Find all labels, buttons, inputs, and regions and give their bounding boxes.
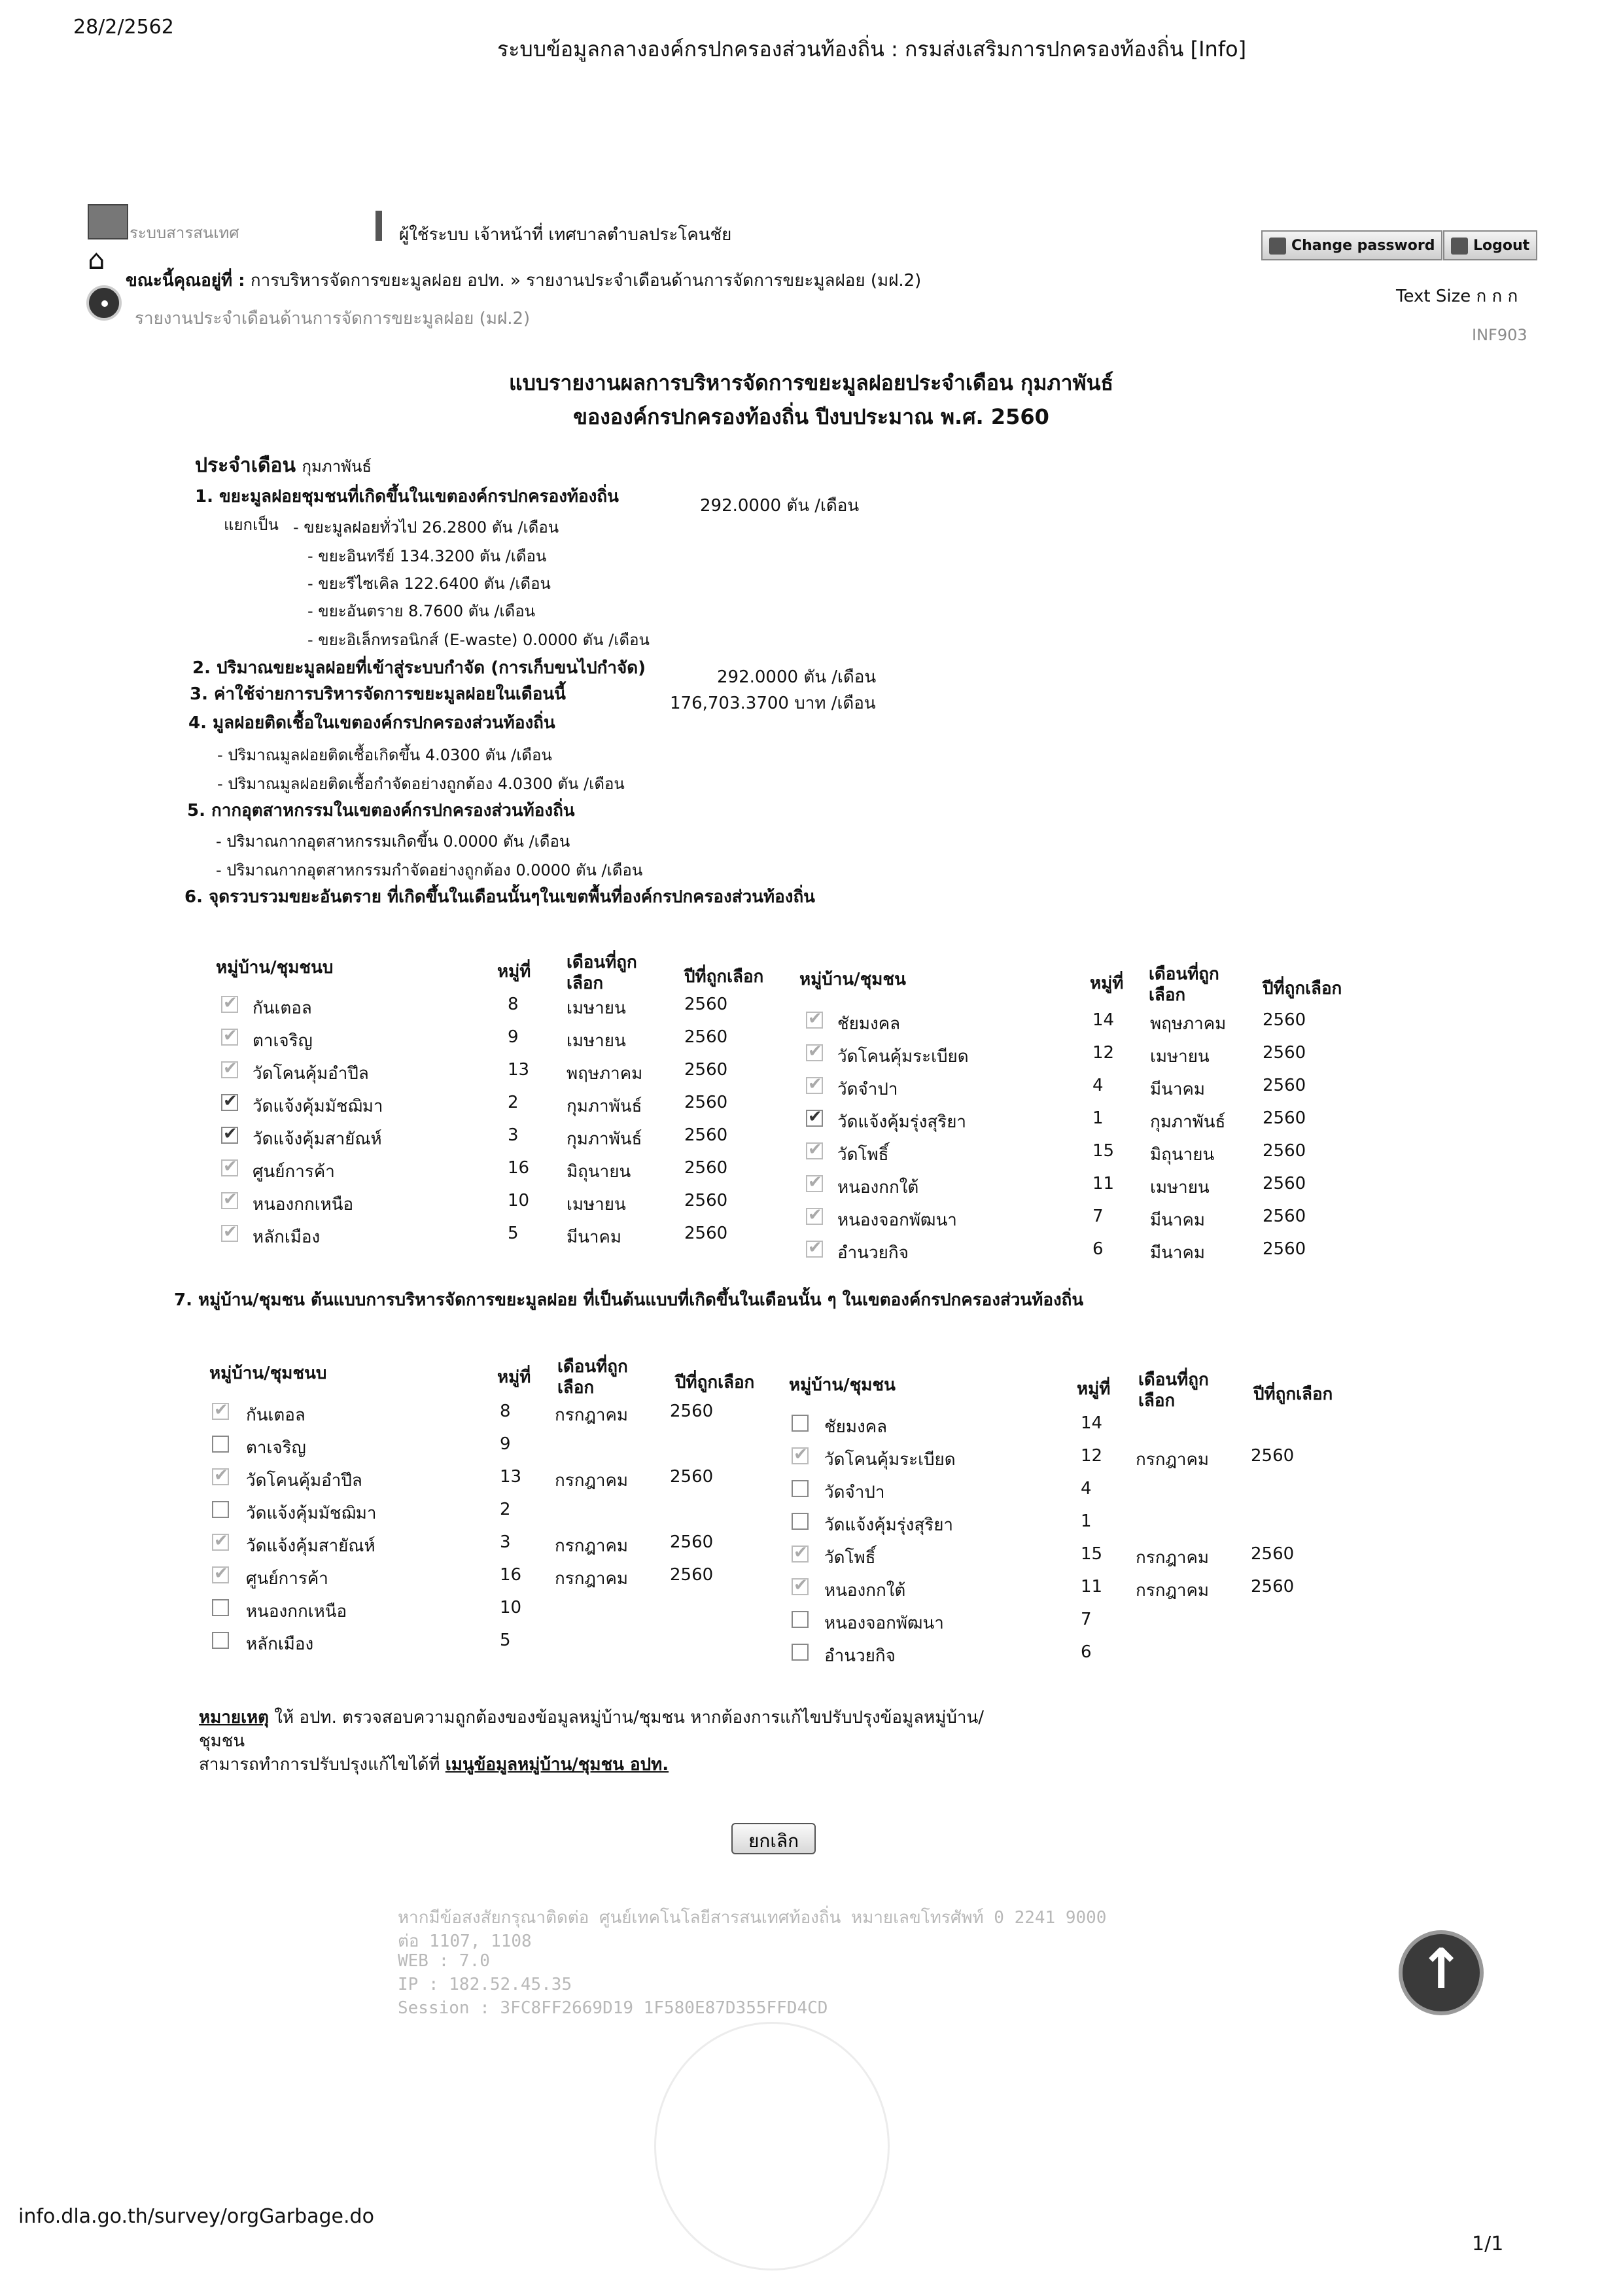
t7-right-header-moo: หมู่ที่ [1077,1379,1111,1399]
village-moo: 3 [500,1532,511,1552]
selected-month: กุมภาพันธ์ [567,1129,642,1149]
text-size-label: Text Size [1396,287,1471,306]
t7-left-header-village: หมู่บ้าน/ชุมชนบ [209,1364,327,1383]
note-line-1 [199,1704,984,1731]
t7-right-header-month-1: เดือนที่ถูก [1138,1370,1209,1390]
selected-month: กรกฎาคม [555,1471,629,1491]
footer-line-5: Session : 3FC8FF2669D19 1F580E87D355FFD4CD [398,1998,828,2018]
page-code: INF903 [1472,326,1527,344]
t7-right-header-month-2: เลือก [1138,1391,1176,1411]
report-link[interactable]: รายงานประจำเดือนด้านการจัดการขยะมูลฝอย (มฝ.2) [135,309,531,328]
village-name: หนองจอกพัฒนา [837,1210,957,1230]
village-checkbox[interactable] [212,1632,229,1649]
item-7 [174,1286,1083,1313]
selected-year: 2560 [684,1027,728,1047]
selected-month: กรกฎาคม [555,1536,629,1556]
month-label: ประจำเดือน [195,454,296,477]
footer-contact: หากมีข้อสงสัยกรุณาติดต่อ ศูนย์เทคโนโลยีสารสนเทศท้องถิ่น หมายเลขโทรศัพท์ 0 2241 9000 [398,1908,1107,1928]
village-moo: 14 [1092,1010,1115,1030]
note-text-3: สามารถทำการปรับปรุงแก้ไขได้ที่ [199,1755,440,1775]
village-name: กันเตอล [253,998,312,1018]
breadcrumb-item-garbage[interactable]: การบริหารจัดการขยะมูลฝอย อปท. [250,271,505,291]
selected-month: พฤษภาคม [1150,1014,1227,1034]
text-size [1396,283,1518,309]
selected-year: 2560 [1251,1544,1295,1564]
village-moo: 13 [508,1060,530,1080]
village-checkbox[interactable] [792,1611,809,1628]
selected-month: กุมภาพันธ์ [567,1097,642,1116]
village-checkbox[interactable] [806,1241,823,1258]
report-heading-line1: แบบรายงานผลการบริหารจัดการขยะมูลฝอยประจำเดือน กุมภาพันธ์ [509,370,1113,395]
selected-month: เมษายน [1150,1047,1210,1067]
footer-line-3: WEB : 7.0 [398,1951,490,1971]
selected-month: พฤษภาคม [567,1064,643,1084]
t7-left-header-moo: หมู่ที่ [497,1368,531,1387]
village-name: วัดจำปา [837,1080,898,1099]
item-3-label: ค่าใช้จ่ายการบริหารจัดการขยะมูลฝอยในเดือนนี้ [214,684,566,704]
note-text-1: ให้ อปท. ตรวจสอบความถูกต้องของข้อมูลหมู่บ้าน/ชุมชน หากต้องการแก้ไขปรับปรุงข้อมูลหมู่บ้าน/ [274,1708,985,1727]
selected-year: 2560 [1263,1076,1306,1095]
village-checkbox[interactable] [212,1468,229,1485]
selected-month: กุมภาพันธ์ [1150,1112,1226,1132]
t6-right-header-year: ปีที่ถูกเลือก [1263,979,1342,998]
user-name: เจ้าหน้าที่ เทศบาลตำบลประโคนชัย [474,225,732,245]
village-moo: 11 [1081,1577,1103,1597]
item-6-num: 6. [184,887,203,907]
note-line-3 [199,1751,669,1778]
village-name: ศูนย์การค้า [246,1569,328,1589]
department-seal-icon [654,2022,890,2270]
selected-month: กรกฎาคม [1136,1548,1210,1568]
village-checkbox[interactable] [792,1578,809,1595]
selected-year: 2560 [1263,1108,1306,1128]
system-label: ระบบสารสนเทศ [130,224,239,242]
system-logo-icon [88,204,128,239]
village-checkbox[interactable] [806,1012,823,1029]
selected-year: 2560 [670,1565,714,1585]
village-moo: 15 [1092,1141,1115,1161]
arrow-up-icon: ↑ [1418,1937,1465,2001]
selected-month: เมษายน [567,1195,626,1214]
selected-year: 2560 [1263,1010,1306,1030]
village-moo: 8 [500,1402,511,1421]
village-moo: 5 [500,1631,511,1650]
item-4-label: มูลฝอยติดเชื้อในเขตองค์กรปกครองส่วนท้องถิ่น [213,713,555,733]
village-name: ศูนย์การค้า [253,1162,335,1182]
village-checkbox[interactable] [792,1415,809,1432]
print-page-number: 1/1 [1472,2233,1504,2255]
breadcrumb-separator: » [510,271,521,291]
village-name: อำนวยกิจ [824,1646,896,1666]
village-name: กันเตอล [246,1405,305,1425]
selected-year: 2560 [684,1093,728,1112]
selected-month: เมษายน [1150,1178,1210,1197]
village-name: วัดแจ้งคุ้มรุ่งสุริยา [824,1515,954,1535]
item-2 [192,654,646,681]
footer-line-4: IP : 182.52.45.35 [398,1975,572,1994]
village-name: หนองจอกพัฒนา [824,1614,944,1633]
village-checkbox[interactable] [221,1127,238,1144]
village-checkbox[interactable] [221,1159,238,1176]
selected-year: 2560 [684,1191,728,1210]
selected-year: 2560 [670,1402,714,1421]
item-1-recycle: - ขยะรีไซเคิล 122.6400 ตัน /เดือน [307,574,551,593]
t6-right-header-village: หมู่บ้าน/ชุมชน [799,970,906,989]
print-url: info.dla.go.th/survey/orgGarbage.do [18,2205,374,2228]
month-line [195,450,372,481]
logout-label: Logout [1473,238,1530,254]
village-name: วัดโพธิ์ [837,1145,889,1165]
scroll-to-top-button[interactable] [1399,1930,1484,2015]
selected-month: กรกฎาคม [555,1569,629,1589]
village-name: ตาเจริญ [253,1031,313,1051]
village-moo: 5 [508,1224,519,1243]
print-date: 28/2/2562 [73,16,174,39]
selected-month: มิถุนายน [1150,1145,1215,1165]
village-moo: 10 [508,1191,530,1210]
village-moo: 7 [1081,1610,1092,1629]
village-moo: 2 [508,1093,519,1112]
village-name: อำนวยกิจ [837,1243,909,1263]
change-password-button[interactable] [1261,230,1442,260]
selected-year: 2560 [1263,1043,1306,1063]
village-moo: 6 [1092,1239,1104,1259]
village-checkbox[interactable] [806,1175,823,1192]
cancel-button[interactable]: ยกเลิก [731,1823,816,1854]
t6-right-header-month-2: เลือก [1149,985,1186,1005]
village-checkbox[interactable] [212,1436,229,1453]
village-checkbox[interactable] [792,1447,809,1464]
village-moo: 12 [1081,1446,1103,1466]
village-name: หนองกกใต้ [824,1581,906,1600]
village-checkbox[interactable] [792,1644,809,1661]
village-name: หลักเมือง [246,1634,314,1654]
selected-year: 2560 [684,1224,728,1243]
village-moo: 15 [1081,1544,1103,1564]
village-checkbox[interactable] [221,1192,238,1209]
t6-left-header-year: ปีที่ถูกเลือก [684,967,764,987]
t6-left-header-month-2: เลือก [567,974,604,993]
t7-right-header-year: ปีที่ถูกเลือก [1253,1385,1333,1404]
village-menu-link[interactable]: เมนูข้อมูลหมู่บ้าน/ชุมชน อปท. [445,1755,669,1775]
item-1-hazardous: - ขยะอันตราย 8.7600 ตัน /เดือน [307,602,536,620]
selected-month: เมษายน [567,998,626,1018]
village-moo: 11 [1092,1174,1115,1193]
village-checkbox[interactable] [792,1545,809,1563]
note-label: หมายเหตุ [199,1708,270,1727]
village-checkbox[interactable] [806,1110,823,1127]
village-checkbox[interactable] [806,1208,823,1225]
selected-year: 2560 [684,1158,728,1178]
item-1-label: ขยะมูลฝอยชุมชนที่เกิดขึ้นในเขตองค์กรปกครองท้องถิ่น [219,487,619,506]
report-icon [86,285,122,321]
village-name: หนองกกเหนือ [253,1195,354,1214]
village-moo: 12 [1092,1043,1115,1063]
village-moo: 7 [1092,1207,1104,1226]
selected-year: 2560 [1251,1446,1295,1466]
selected-month: กรกฎาคม [555,1405,629,1425]
item-3-num: 3. [190,684,208,704]
item-1-ewaste: - ขยะอิเล็กทรอนิกส์ (E-waste) 0.0000 ตัน /เดือน [307,631,650,649]
item-4-num: 4. [188,713,207,733]
village-name: วัดแจ้งคุ้มมัชฌิมา [246,1504,377,1523]
item-5-num: 5. [187,801,205,821]
selected-year: 2560 [684,1060,728,1080]
selected-month: มีนาคม [1150,1243,1206,1263]
village-checkbox[interactable] [221,1061,238,1078]
logout-button[interactable] [1443,230,1537,260]
breadcrumb-prefix: ขณะนี้คุณอยู่ที่ : [126,271,245,291]
village-moo: 4 [1081,1479,1092,1498]
item-1 [195,483,619,510]
item-1-num: 1. [195,487,213,506]
selected-month: มีนาคม [1150,1080,1206,1099]
selected-year: 2560 [684,1125,728,1145]
village-name: วัดแจ้งคุ้มรุ่งสุริยา [837,1112,967,1132]
village-name: วัดโคนคุ้มอำปึล [253,1064,369,1084]
village-checkbox[interactable] [212,1501,229,1518]
village-name: หนองกกใต้ [837,1178,919,1197]
item-1-organic: - ขยะอินทรีย์ 134.3200 ตัน /เดือน [307,547,547,565]
item-7-num: 7. [174,1290,192,1310]
item-5-label: กากอุตสาหกรรมในเขตองค์กรปกครองส่วนท้องถิ่น [211,801,575,821]
item-2-label: ปริมาณขยะมูลฝอยที่เข้าสู่ระบบกำจัด (การเก็บขนไปกำจัด) [217,658,646,678]
village-name: วัดโคนคุ้มอำปึล [246,1471,362,1491]
t7-left-header-year: ปีที่ถูกเลือก [675,1373,755,1392]
village-moo: 13 [500,1467,522,1487]
text-size-options[interactable]: ก ก ก [1476,287,1518,306]
item-7-label: หมู่บ้าน/ชุมชน ต้นแบบการบริหารจัดการขยะมูลฝอย ที่เป็นต้นแบบที่เกิดขึ้นในเดือนนั้น ๆ ในเขตองค์กรปกครองส่วนท้องถิ่น [198,1290,1084,1310]
village-name: ตาเจริญ [246,1438,306,1458]
item-5-disposed: - ปริมาณกากอุตสาหกรรมกำจัดอย่างถูกต้อง 0.0000 ตัน /เดือน [216,861,643,879]
selected-month: มิถุนายน [567,1162,631,1182]
selected-year: 2560 [1251,1577,1295,1597]
village-name: วัดจำปา [824,1483,885,1502]
village-moo: 14 [1081,1413,1103,1433]
village-checkbox[interactable] [806,1077,823,1094]
village-moo: 9 [508,1027,519,1047]
village-moo: 6 [1081,1642,1092,1662]
home-icon[interactable]: ⌂ [88,243,105,275]
month-value: กุมภาพันธ์ [302,457,372,476]
note-line-2: ชุมชน [199,1731,245,1751]
user-icon [375,211,382,241]
selected-month: กรกฎาคม [1136,1581,1210,1600]
item-5-generated: - ปริมาณกากอุตสาหกรรมเกิดขึ้น 0.0000 ตัน /เดือน [216,832,570,851]
village-moo: 1 [1092,1108,1104,1128]
village-name: ชัยมงคล [824,1417,888,1437]
t7-left-header-month-1: เดือนที่ถูก [557,1357,628,1377]
breadcrumb [126,267,921,294]
selected-year: 2560 [684,995,728,1014]
selected-year: 2560 [1263,1207,1306,1226]
t6-left-header-month-1: เดือนที่ถูก [567,953,637,972]
village-checkbox[interactable] [221,1094,238,1111]
village-name: วัดโคนคุ้มระเบียด [837,1047,969,1067]
report-heading-line2: ขององค์กรปกครองท้องถิ่น ปีงบประมาณ พ.ศ. 2560 [573,404,1049,429]
village-checkbox[interactable] [221,996,238,1013]
t7-right-header-village: หมู่บ้าน/ชุมชน [789,1375,896,1395]
village-moo: 4 [1092,1076,1104,1095]
village-checkbox[interactable] [212,1599,229,1616]
selected-month: เมษายน [567,1031,626,1051]
item-2-value: 292.0000 ตัน /เดือน [717,667,877,687]
village-checkbox[interactable] [806,1142,823,1159]
item-4 [188,709,555,736]
item-4-generated: - ปริมาณมูลฝอยติดเชื้อเกิดขึ้น 4.0300 ตัน /เดือน [217,746,552,764]
village-name: หนองกกเหนือ [246,1602,347,1621]
village-checkbox[interactable] [221,1225,238,1242]
item-1-general: - ขยะมูลฝอยทั่วไป 26.2800 ตัน /เดือน [293,518,559,537]
item-6 [184,883,815,910]
item-3 [190,680,566,707]
village-moo: 9 [500,1434,511,1454]
user-info [399,221,731,248]
selected-month: มีนาคม [567,1227,622,1247]
selected-month: มีนาคม [1150,1210,1206,1230]
selected-year: 2560 [1263,1239,1306,1259]
village-name: หลักเมือง [253,1227,321,1247]
print-title: ระบบข้อมูลกลางองค์กรปกครองส่วนท้องถิ่น : กรมส่งเสริมการปกครองท้องถิ่น [Info] [497,37,1247,62]
selected-month: กรกฎาคม [1136,1450,1210,1470]
village-name: วัดโพธิ์ [824,1548,876,1568]
village-name: วัดโคนคุ้มระเบียด [824,1450,956,1470]
village-moo: 2 [500,1500,511,1519]
village-checkbox[interactable] [212,1403,229,1420]
t6-left-header-village: หมู่บ้าน/ชุมชนบ [216,958,334,978]
t6-right-header-moo: หมู่ที่ [1090,974,1124,993]
key-icon [1269,238,1286,255]
selected-year: 2560 [1263,1141,1306,1161]
t6-right-header-month-1: เดือนที่ถูก [1149,964,1219,984]
village-checkbox[interactable] [792,1513,809,1530]
item-6-label: จุดรวบรวมขยะอันตราย ที่เกิดขึ้นในเดือนนั้นๆในเขตพื้นที่องค์กรปกครองส่วนท้องถิ่น [209,887,815,907]
village-moo: 3 [508,1125,519,1145]
split-label: แยกเป็น [224,516,279,534]
logout-icon [1451,238,1468,255]
item-4-disposed: - ปริมาณมูลฝอยติดเชื้อกำจัดอย่างถูกต้อง 4.0300 ตัน /เดือน [217,775,625,793]
village-checkbox[interactable] [221,1029,238,1046]
item-5 [187,797,575,824]
village-moo: 10 [500,1598,522,1617]
item-3-value: 176,703.3700 บาท /เดือน [670,694,876,713]
village-name: วัดแจ้งคุ้มมัชฌิมา [253,1097,383,1116]
selected-year: 2560 [670,1532,714,1552]
user-label: ผู้ใช้ระบบ [399,225,469,245]
footer-line-2: ต่อ 1107, 1108 [398,1932,532,1951]
t7-left-header-month-2: เลือก [557,1378,595,1398]
village-name: วัดแจ้งคุ้มสายัณห์ [253,1129,382,1149]
village-moo: 1 [1081,1511,1092,1531]
breadcrumb-item-report[interactable]: รายงานประจำเดือนด้านการจัดการขยะมูลฝอย (มฝ.2) [526,271,922,291]
item-1-value: 292.0000 ตัน /เดือน [700,496,860,516]
village-checkbox[interactable] [806,1044,823,1061]
selected-year: 2560 [670,1467,714,1487]
change-password-label: Change password [1291,238,1435,254]
village-checkbox[interactable] [212,1534,229,1551]
village-moo: 8 [508,995,519,1014]
selected-year: 2560 [1263,1174,1306,1193]
village-moo: 16 [500,1565,522,1585]
village-moo: 16 [508,1158,530,1178]
village-checkbox[interactable] [792,1480,809,1497]
village-name: ชัยมงคล [837,1014,901,1034]
village-name: วัดแจ้งคุ้มสายัณห์ [246,1536,375,1556]
village-checkbox[interactable] [212,1566,229,1583]
t6-left-header-moo: หมู่ที่ [497,962,531,981]
item-2-num: 2. [192,658,211,678]
